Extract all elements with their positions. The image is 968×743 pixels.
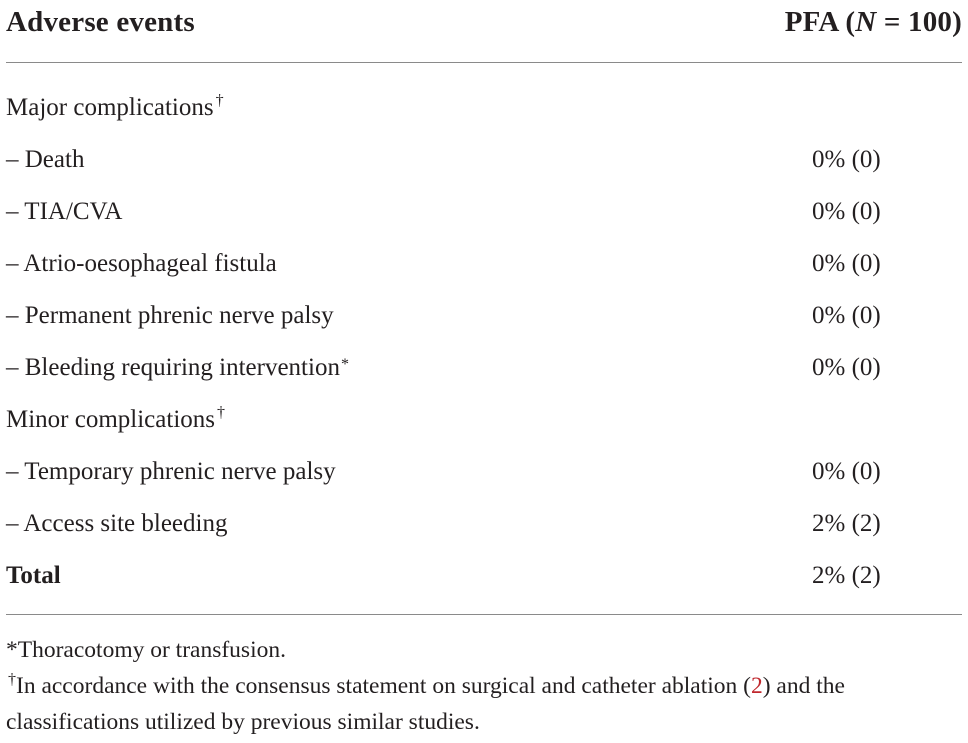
row-value: 0% (0) (812, 250, 881, 277)
row-value: 2% (2) (812, 510, 881, 537)
row-label: – Permanent phrenic nerve palsy (6, 302, 334, 329)
footnote-dagger-text-after: ) and the classifications utilized by previous similar studies. (6, 673, 845, 735)
dagger-mark: † (215, 92, 224, 109)
table-row-permanent-phrenic-nerve-palsy (6, 290, 962, 342)
row-label-text: – Bleeding requiring intervention (6, 354, 340, 381)
header-divider (6, 62, 962, 63)
column-header-pfa-n: N (855, 5, 877, 38)
column-header-pfa (785, 6, 962, 39)
asterisk-mark: * (340, 356, 349, 373)
table-row-bleeding-requiring-intervention (6, 342, 962, 394)
row-value: 0% (0) (812, 354, 881, 381)
table-row-temporary-phrenic-nerve-palsy (6, 446, 962, 498)
row-label: – Death (6, 146, 85, 173)
reference-link[interactable]: 2 (750, 673, 763, 699)
row-label-text: Major complications (6, 94, 214, 121)
column-header-pfa-prefix: PFA ( (784, 5, 856, 38)
row-label: – Atrio-oesophageal fistula (6, 250, 277, 277)
table-row-total (6, 550, 962, 602)
row-label: Total (6, 562, 61, 589)
row-label: – Access site bleeding (6, 510, 228, 537)
footnote-dagger (6, 668, 962, 740)
table-row-atrio-oesophageal-fistula (6, 238, 962, 290)
column-header-pfa-suffix: = 100) (876, 5, 962, 38)
footnote-dagger-text-before: In accordance with the consensus statement on surgical and catheter ablation ( (16, 673, 751, 699)
footer-divider (6, 614, 962, 615)
row-value: 0% (0) (812, 458, 881, 485)
footnote-asterisk: *Thoracotomy or transfusion. (6, 637, 286, 663)
table-row-death (6, 134, 962, 186)
table-row-tia-cva (6, 186, 962, 238)
dagger-mark: † (217, 404, 225, 421)
column-header-adverse-events: Adverse events (6, 5, 195, 38)
table-body (6, 82, 962, 602)
table-row-minor-complications (6, 394, 962, 446)
dagger-mark: † (8, 671, 16, 688)
table-header (6, 0, 962, 44)
row-label-text: Minor complications (6, 406, 215, 433)
row-label: – Temporary phrenic nerve palsy (6, 458, 336, 485)
row-label (6, 94, 962, 122)
row-value: 0% (0) (812, 302, 881, 329)
table-row-major-complications (6, 82, 962, 134)
table-row-access-site-bleeding (6, 498, 962, 550)
row-label (6, 406, 962, 434)
row-value: 0% (0) (812, 198, 881, 225)
row-value: 2% (2) (812, 562, 881, 589)
row-value: 0% (0) (812, 146, 881, 173)
row-label: – TIA/CVA (6, 198, 123, 225)
table-footnotes (6, 632, 962, 740)
